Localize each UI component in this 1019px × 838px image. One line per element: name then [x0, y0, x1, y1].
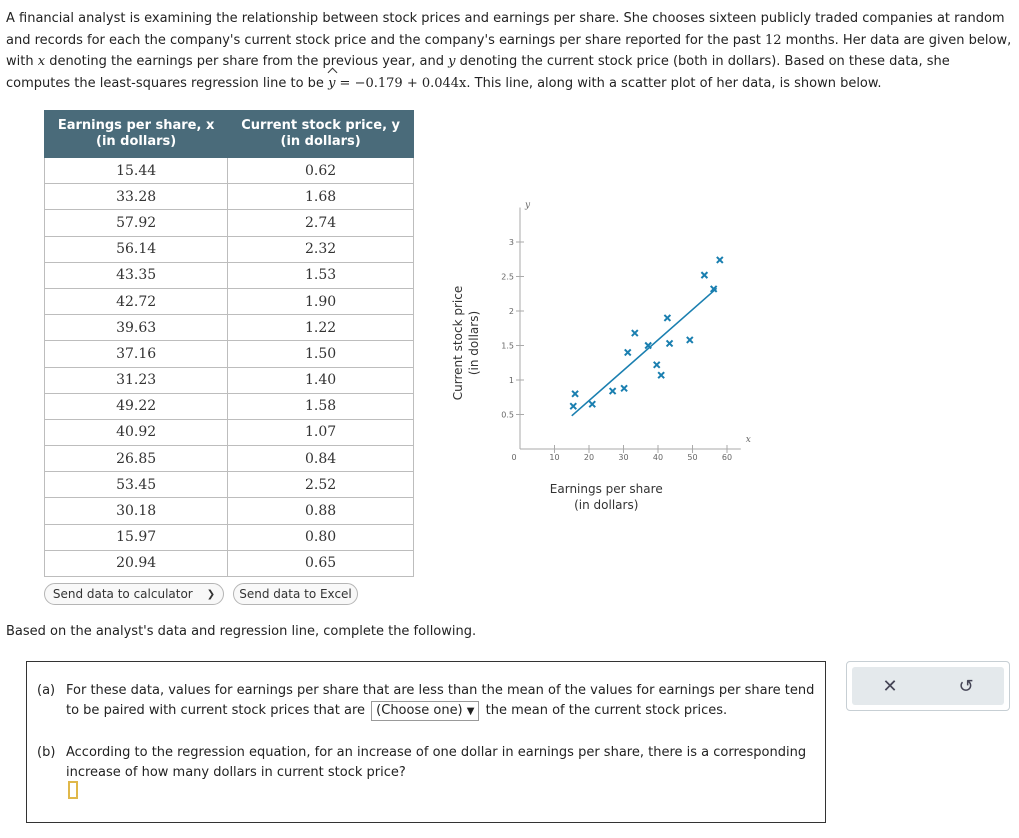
send-to-excel-button[interactable]: Send data to Excel: [233, 583, 358, 605]
origin-label: 0: [511, 453, 517, 462]
x-tick-label: 10: [549, 453, 560, 462]
price-cell: 2.32: [228, 236, 414, 262]
x-tick-label: 60: [721, 453, 733, 462]
comparison-dropdown[interactable]: (Choose one) ▼: [371, 701, 479, 721]
price-cell: 2.74: [228, 210, 414, 236]
y-tick-label: 3: [508, 238, 514, 247]
earnings-cell: 43.35: [45, 262, 228, 288]
y-hat: y: [328, 73, 335, 95]
price-cell: 0.65: [228, 550, 414, 576]
table-row: [45, 446, 414, 472]
table-row: [45, 367, 414, 393]
table-row: [45, 210, 414, 236]
clear-icon[interactable]: ✕: [882, 675, 898, 697]
price-cell: 1.50: [228, 341, 414, 367]
table-row: [45, 419, 414, 445]
data-point: [589, 401, 595, 407]
question-box: [26, 661, 826, 823]
x-axis-title-line1: Earnings per share: [549, 482, 663, 496]
price-cell: 0.62: [228, 158, 414, 184]
table-row: [45, 550, 414, 576]
x-tick-label: 30: [618, 453, 629, 462]
x-axis-var-label: x: [745, 435, 751, 445]
data-table: [44, 110, 414, 577]
price-cell: 1.90: [228, 288, 414, 314]
table-row: [45, 158, 414, 184]
y-tick-label: 2.5: [501, 272, 514, 282]
price-cell: 2.52: [228, 472, 414, 498]
price-cell: 1.40: [228, 367, 414, 393]
price-cell: 0.80: [228, 524, 414, 550]
x-axis-title-line2: (in dollars): [574, 498, 639, 512]
data-point: [654, 362, 660, 368]
data-point: [572, 391, 578, 397]
undo-icon[interactable]: ↺: [958, 675, 974, 697]
answer-tools-panel: [846, 661, 1010, 711]
data-point: [632, 330, 638, 336]
data-point: [570, 403, 576, 409]
y-tick-label: 1: [508, 376, 514, 385]
earnings-cell: 39.63: [45, 315, 228, 341]
table-row: [45, 472, 414, 498]
earnings-cell: 30.18: [45, 498, 228, 524]
regression-line: [572, 288, 717, 416]
data-point: [621, 385, 627, 391]
table-row: [45, 315, 414, 341]
y-tick-label: 2: [508, 307, 514, 316]
earnings-cell: 49.22: [45, 393, 228, 419]
table-row: [45, 524, 414, 550]
table-row: [45, 393, 414, 419]
data-point: [667, 340, 673, 346]
earnings-cell: 33.28: [45, 184, 228, 210]
y-tick-label: 1.5: [501, 341, 514, 351]
table-row: [45, 288, 414, 314]
price-cell: 0.84: [228, 446, 414, 472]
col-price-header: Current stock price, y (in dollars): [228, 111, 414, 158]
earnings-cell: 40.92: [45, 419, 228, 445]
price-cell: 1.07: [228, 419, 414, 445]
data-point: [658, 372, 664, 378]
earnings-cell: 57.92: [45, 210, 228, 236]
price-cell: 1.22: [228, 315, 414, 341]
answer-input-b[interactable]: [68, 781, 78, 799]
table-row: [45, 341, 414, 367]
x-tick-label: 50: [687, 453, 698, 462]
y-tick-label: 0.5: [501, 410, 514, 420]
y-axis-var-label: y: [525, 200, 531, 211]
x-tick-label: 20: [583, 453, 595, 462]
table-row: [45, 236, 414, 262]
price-cell: 1.58: [228, 393, 414, 419]
earnings-cell: 56.14: [45, 236, 228, 262]
instructions-text: Based on the analyst's data and regression line, complete the following.: [6, 624, 477, 639]
earnings-cell: 31.23: [45, 367, 228, 393]
table-row: [45, 498, 414, 524]
price-cell: 0.88: [228, 498, 414, 524]
earnings-cell: 42.72: [45, 288, 228, 314]
table-row: [45, 184, 414, 210]
earnings-cell: 15.44: [45, 158, 228, 184]
scatter-plot: [440, 200, 780, 530]
problem-intro: A financial analyst is examining the relationship between stock prices and earnings per share. She chooses sixteen publicly traded companies at random and records for each the company's current stock price and the company's earnings per share reported for the past 12 months. Her data are given below, with x denoting the earnings per share from the previous year, and y denoting the current stock price (both in dollars). Based on these data, she computes the least-squares regression line to be y = −0.179 + 0.044x. This line, along with a scatter plot of her data, is shown below.: [6, 8, 1014, 94]
earnings-cell: 20.94: [45, 550, 228, 576]
x-tick-label: 40: [652, 453, 664, 462]
table-row: [45, 262, 414, 288]
question-b: (b) According to the regression equation, for an increase of one dollar in earnings per share, there is a corresponding increase of how many dollars in current stock price?: [37, 745, 807, 780]
data-point: [610, 388, 616, 394]
col-earnings-header: Earnings per share, x (in dollars): [45, 111, 228, 158]
earnings-cell: 15.97: [45, 524, 228, 550]
send-to-calculator-button[interactable]: Send data to calculator ❯: [44, 583, 224, 605]
regression-equation: = −0.179 + 0.044x: [335, 75, 467, 91]
earnings-cell: 37.16: [45, 341, 228, 367]
data-point: [701, 272, 707, 278]
data-point: [664, 315, 670, 321]
chevron-down-icon: ❯: [206, 588, 216, 600]
data-point: [625, 349, 631, 355]
question-a: (a) For these data, values for earnings per share that are less than the mean of the values for earnings per share tend to be paired with current stock prices that are (Choose one) ▼ the mean of the current stock prices.: [37, 681, 826, 721]
earnings-cell: 53.45: [45, 472, 228, 498]
price-cell: 1.53: [228, 262, 414, 288]
data-point: [687, 337, 693, 343]
data-point: [717, 257, 723, 263]
dropdown-arrow-icon: ▼: [466, 706, 475, 717]
y-axis-title: Current stock price (in dollars): [451, 285, 481, 401]
earnings-cell: 26.85: [45, 446, 228, 472]
price-cell: 1.68: [228, 184, 414, 210]
